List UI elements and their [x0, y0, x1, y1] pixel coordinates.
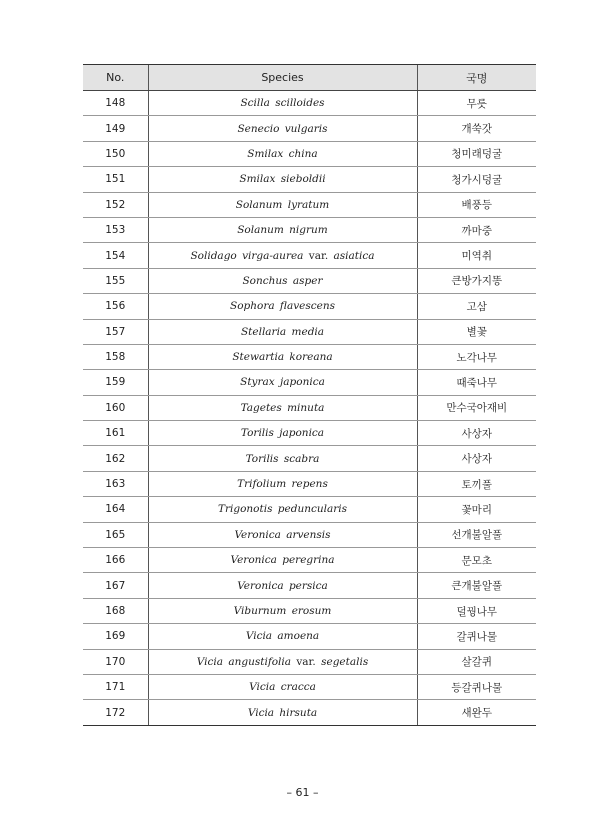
- species-name: Viburnum erosum: [148, 598, 417, 623]
- table-row: [83, 421, 536, 446]
- korean-name: 무릇: [417, 91, 536, 116]
- row-number: 163: [83, 471, 148, 496]
- species-name: Vicia cracca: [148, 674, 417, 699]
- table-row: [83, 624, 536, 649]
- species-name: Tagetes minuta: [148, 395, 417, 420]
- korean-name: 사상자: [417, 446, 536, 471]
- row-number: 151: [83, 167, 148, 192]
- korean-name: 선개불알풀: [417, 522, 536, 547]
- korean-name: 만수국아재비: [417, 395, 536, 420]
- korean-name: 별꽃: [417, 319, 536, 344]
- korean-name: 꽃마리: [417, 497, 536, 522]
- row-number: 150: [83, 141, 148, 166]
- korean-name: 노각나무: [417, 344, 536, 369]
- table-row: [83, 243, 536, 268]
- species-name: Trifolium repens: [148, 471, 417, 496]
- species-name: Torilis japonica: [148, 421, 417, 446]
- table-row: [83, 141, 536, 166]
- species-name: Styrax japonica: [148, 370, 417, 395]
- korean-name: 문모초: [417, 548, 536, 573]
- species-name: Trigonotis peduncularis: [148, 497, 417, 522]
- korean-name: 덜꿩나무: [417, 598, 536, 623]
- row-number: 161: [83, 421, 148, 446]
- table-row: [83, 548, 536, 573]
- species-name: Torilis scabra: [148, 446, 417, 471]
- table-row: [83, 598, 536, 623]
- row-number: 152: [83, 192, 148, 217]
- row-number: 164: [83, 497, 148, 522]
- species-name: Solidago virga-aurea var. asiatica: [148, 243, 417, 268]
- species-name: Stellaria media: [148, 319, 417, 344]
- species-name: Vicia amoena: [148, 624, 417, 649]
- species-name: Sophora flavescens: [148, 294, 417, 319]
- korean-name: 배풍등: [417, 192, 536, 217]
- header-no: No.: [83, 65, 148, 91]
- table-row: [83, 446, 536, 471]
- row-number: 160: [83, 395, 148, 420]
- table-row: [83, 192, 536, 217]
- table-row: [83, 370, 536, 395]
- species-name: Solanum nigrum: [148, 217, 417, 242]
- table-row: [83, 674, 536, 699]
- korean-name: 개쑥갓: [417, 116, 536, 141]
- row-number: 170: [83, 649, 148, 674]
- species-name: Senecio vulgaris: [148, 116, 417, 141]
- table-row: [83, 573, 536, 598]
- korean-name: 청미래덩굴: [417, 141, 536, 166]
- species-name: Scilla scilloides: [148, 91, 417, 116]
- table-row: [83, 294, 536, 319]
- row-number: 157: [83, 319, 148, 344]
- korean-name: 사상자: [417, 421, 536, 446]
- row-number: 165: [83, 522, 148, 547]
- table-row: [83, 497, 536, 522]
- species-name: Veronica persica: [148, 573, 417, 598]
- table-row: [83, 91, 536, 116]
- row-number: 162: [83, 446, 148, 471]
- korean-name: 큰개불알풀: [417, 573, 536, 598]
- korean-name: 때죽나무: [417, 370, 536, 395]
- species-name: Veronica peregrina: [148, 548, 417, 573]
- row-number: 155: [83, 268, 148, 293]
- table-row: [83, 167, 536, 192]
- table-row: [83, 471, 536, 496]
- table-row: [83, 522, 536, 547]
- species-name: Solanum lyratum: [148, 192, 417, 217]
- korean-name: 까마중: [417, 217, 536, 242]
- row-number: 167: [83, 573, 148, 598]
- korean-name: 토끼풀: [417, 471, 536, 496]
- species-table: [83, 64, 536, 726]
- table-row: [83, 344, 536, 369]
- korean-name: 등갈퀴나물: [417, 674, 536, 699]
- species-name: Stewartia koreana: [148, 344, 417, 369]
- table-row: [83, 700, 536, 725]
- header-korean-name: 국명: [417, 65, 536, 91]
- korean-name: 새완두: [417, 700, 536, 725]
- species-name: Veronica arvensis: [148, 522, 417, 547]
- table-header-row: [83, 65, 536, 91]
- korean-name: 살갈퀴: [417, 649, 536, 674]
- row-number: 168: [83, 598, 148, 623]
- korean-name: 갈퀴나물: [417, 624, 536, 649]
- row-number: 172: [83, 700, 148, 725]
- row-number: 149: [83, 116, 148, 141]
- page-number: – 61 –: [286, 786, 319, 799]
- species-name: Smilax sieboldii: [148, 167, 417, 192]
- row-number: 171: [83, 674, 148, 699]
- species-name: Vicia angustifolia var. segetalis: [148, 649, 417, 674]
- row-number: 148: [83, 91, 148, 116]
- table-row: [83, 319, 536, 344]
- row-number: 169: [83, 624, 148, 649]
- header-species: Species: [148, 65, 417, 91]
- row-number: 154: [83, 243, 148, 268]
- korean-name: 큰방가지똥: [417, 268, 536, 293]
- korean-name: 청가시덩굴: [417, 167, 536, 192]
- species-name: Vicia hirsuta: [148, 700, 417, 725]
- korean-name: 미역취: [417, 243, 536, 268]
- table-row: [83, 649, 536, 674]
- row-number: 166: [83, 548, 148, 573]
- table-row: [83, 268, 536, 293]
- species-name: Sonchus asper: [148, 268, 417, 293]
- table-row: [83, 217, 536, 242]
- row-number: 158: [83, 344, 148, 369]
- table-row: [83, 395, 536, 420]
- species-name: Smilax china: [148, 141, 417, 166]
- korean-name: 고삼: [417, 294, 536, 319]
- table-row: [83, 116, 536, 141]
- row-number: 156: [83, 294, 148, 319]
- row-number: 153: [83, 217, 148, 242]
- row-number: 159: [83, 370, 148, 395]
